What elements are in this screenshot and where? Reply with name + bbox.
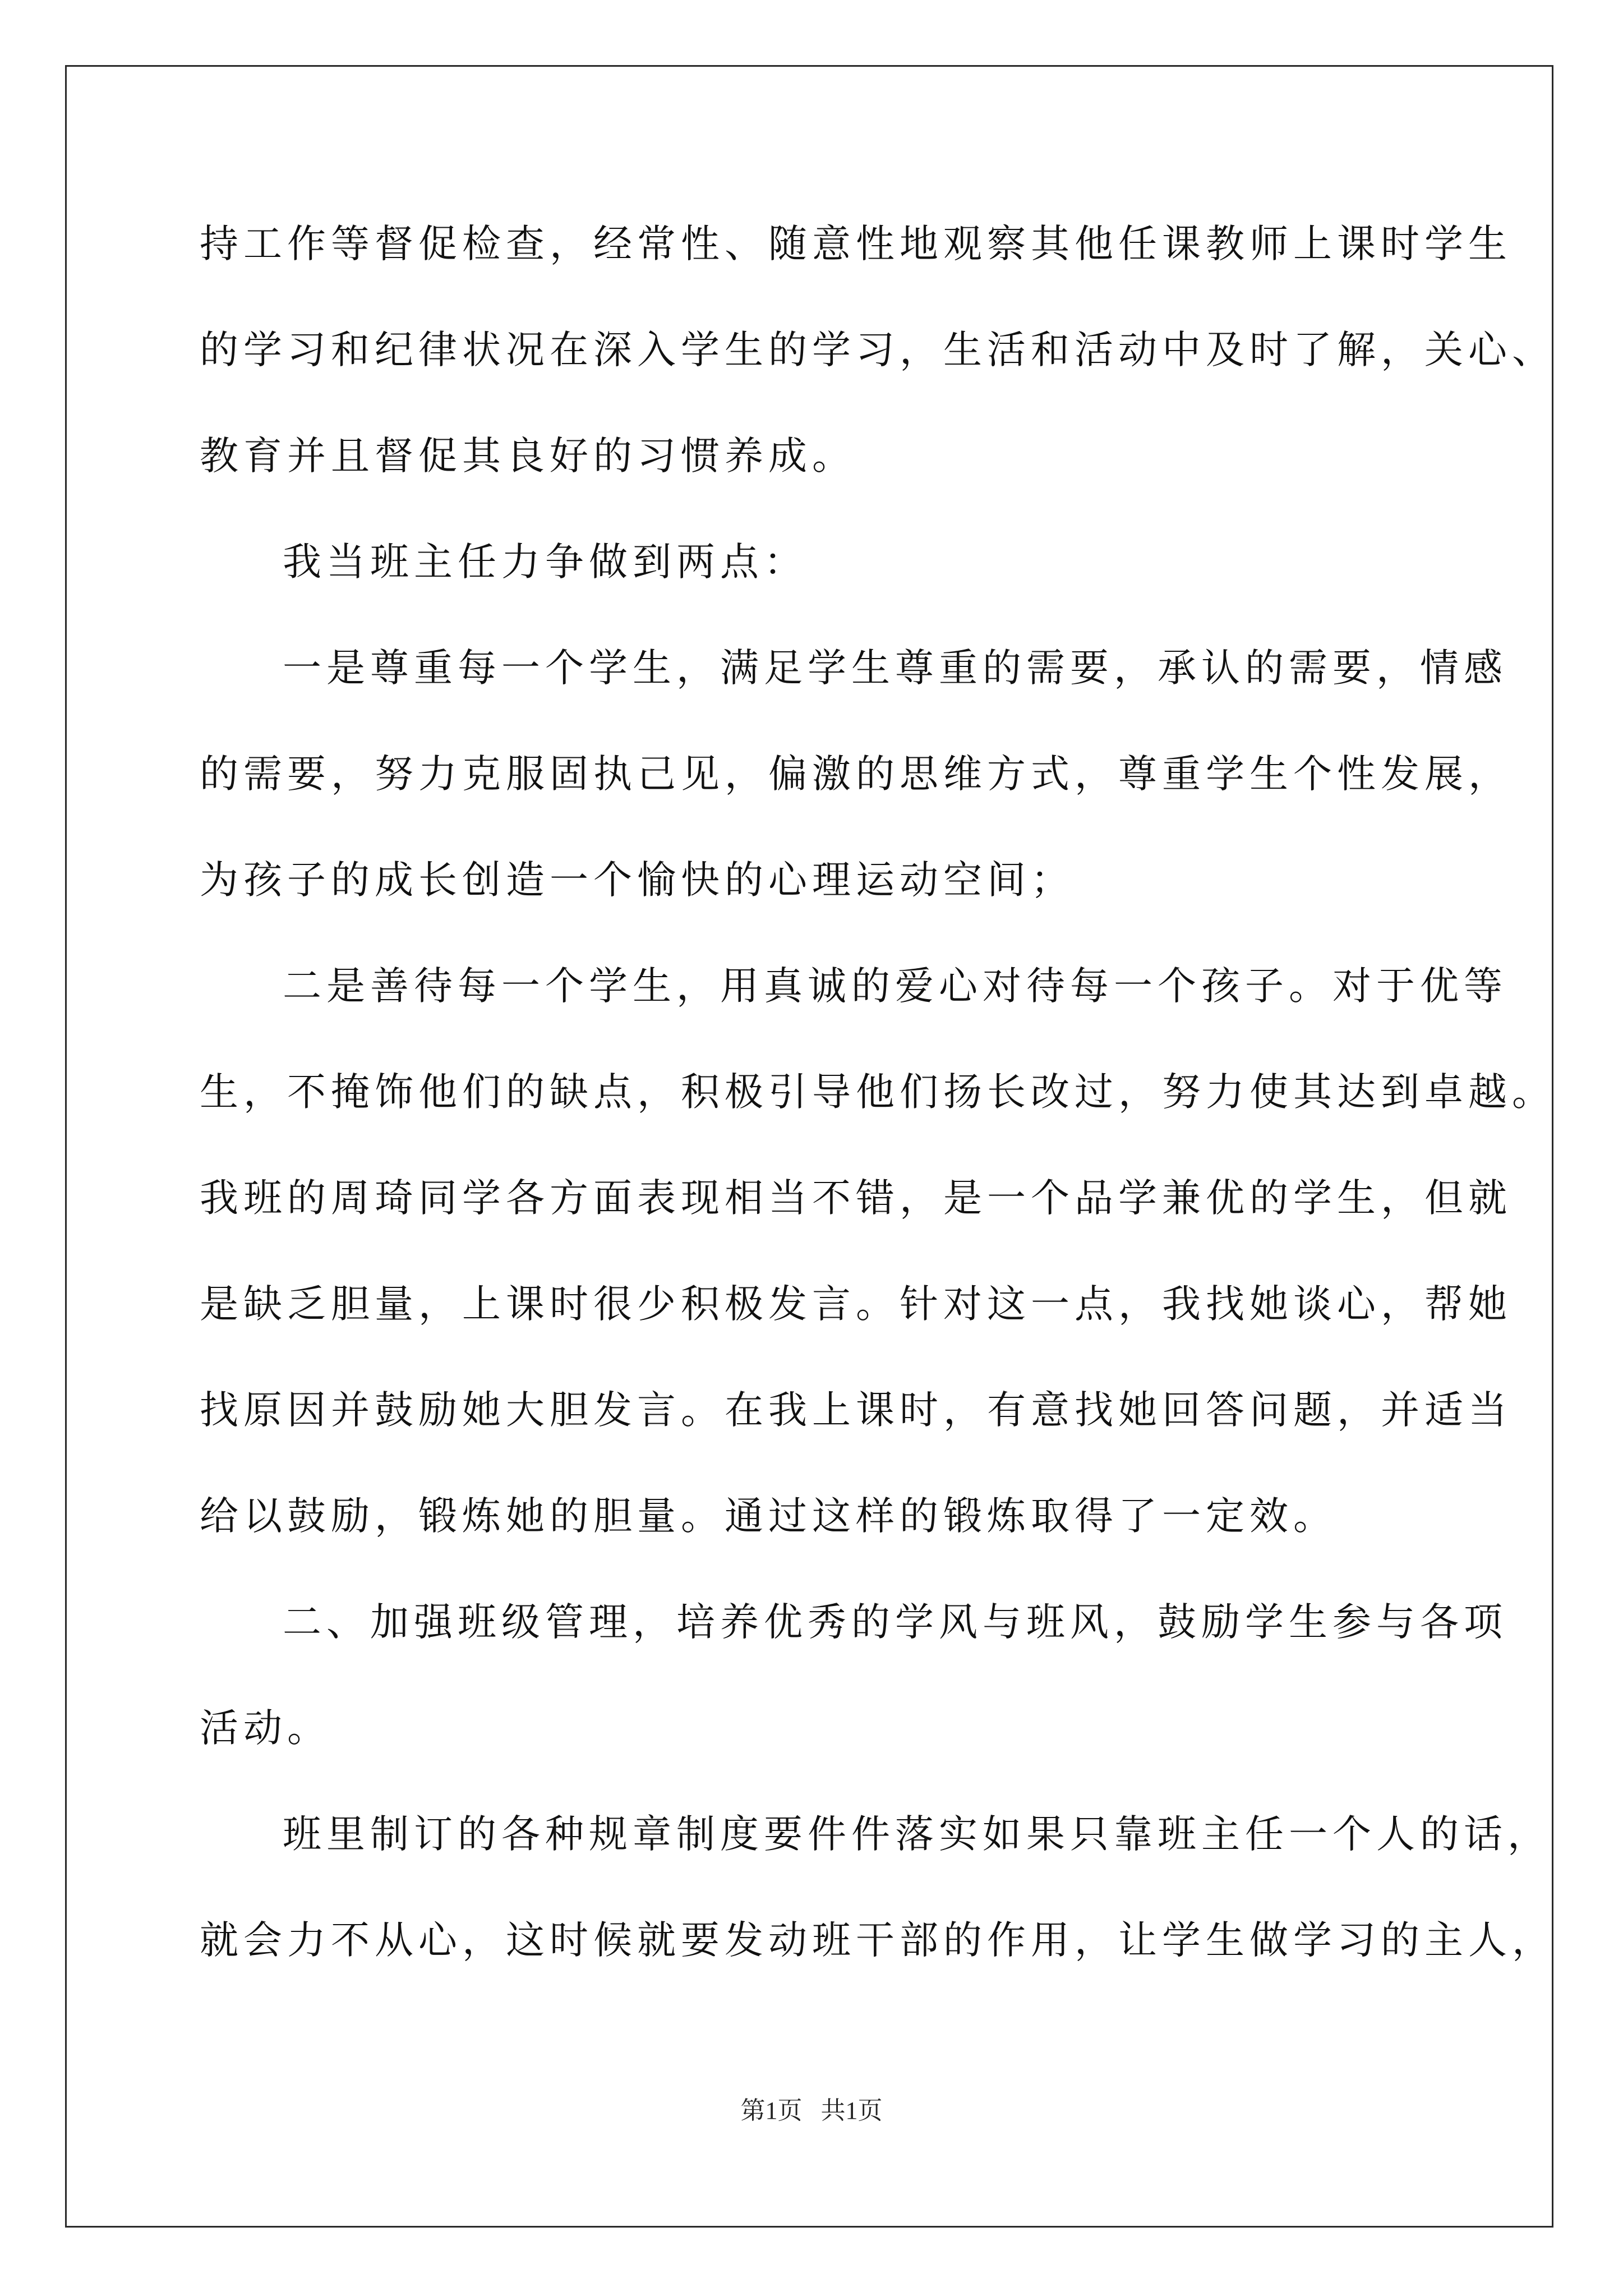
text-line: 给以鼓励，锻炼她的胆量。通过这样的锻炼取得了一定效。	[200, 1494, 1337, 1539]
text-line: 二、加强班级管理，培养优秀的学风与班风，鼓励学生参与各项	[283, 1600, 1507, 1645]
text-line: 持工作等督促检查，经常性、随意性地观察其他任课教师上课时学生	[200, 222, 1512, 266]
text-line: 的学习和纪律状况在深入学生的学习，生活和活动中及时了解，关心、	[200, 328, 1556, 372]
text-line: 我当班主任力争做到两点：	[283, 540, 808, 585]
text-line: 教育并且督促其良好的习惯养成。	[200, 434, 856, 478]
text-line: 一是尊重每一个学生，满足学生尊重的需要，承认的需要，情感	[283, 646, 1507, 691]
page-footer: 第1页 共1页	[740, 2097, 883, 2124]
text-line: 班里制订的各种规章制度要件件落实如果只靠班主任一个人的话，	[283, 1812, 1551, 1857]
text-line: 找原因并鼓励她大胆发言。在我上课时，有意找她回答问题，并适当	[200, 1388, 1512, 1433]
text-line: 的需要，努力克服固执己见，偏激的思维方式，尊重学生个性发展，	[200, 752, 1512, 797]
text-line: 是缺乏胆量，上课时很少积极发言。针对这一点，我找她谈心，帮她	[200, 1282, 1512, 1327]
text-line: 生，不掩饰他们的缺点，积极引导他们扬长改过，努力使其达到卓越。	[200, 1070, 1556, 1115]
document-body	[200, 213, 1556, 2016]
text-line: 活动。	[200, 1706, 331, 1751]
text-line: 我班的周琦同学各方面表现相当不错，是一个品学兼优的学生，但就	[200, 1176, 1512, 1221]
text-line: 二是善待每一个学生，用真诚的爱心对待每一个孩子。对于优等	[283, 964, 1507, 1009]
text-line: 就会力不从心，这时候就要发动班干部的作用，让学生做学习的主人，	[200, 1918, 1556, 1963]
text-line: 为孩子的成长创造一个愉快的心理运动空间；	[200, 858, 1075, 903]
